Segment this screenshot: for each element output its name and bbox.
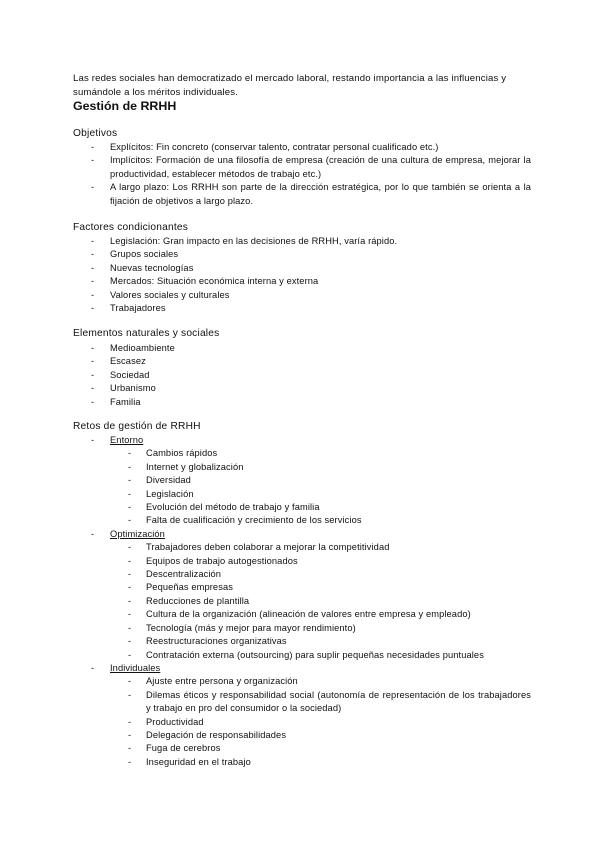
section-heading-factores: Factores condicionantes — [73, 222, 189, 233]
intro-paragraph: Las redes sociales han democratizado el mercado laboral, restando importancia a las influencias y sumándole a los méritos individuales. — [73, 73, 507, 98]
retos-group-entorno — [73, 434, 531, 528]
section-heading-elementos: Elementos naturales y sociales — [73, 328, 220, 339]
list-item: - Legislación: Gran impacto en las decisiones de RRHH, varía rápido. — [73, 235, 531, 248]
list-optimizacion — [110, 541, 531, 662]
list-item: - Falta de cualificación y crecimiento de los servicios — [110, 514, 531, 527]
list-item: - Cultura de la organización (alineación de valores entre empresa y empleado) — [110, 608, 531, 621]
list-item: - Explícitos: Fin concreto (conservar talento, contratar personal cualificado etc.) — [73, 141, 531, 154]
list-item: - Contratación externa (outsourcing) para suplir pequeñas necesidades puntuales — [110, 649, 531, 662]
list-item: - Trabajadores deben colaborar a mejorar la competitividad — [110, 541, 531, 554]
list-item: - Internet y globalización — [110, 461, 531, 474]
list-factores — [73, 235, 531, 315]
list-item: - Pequeñas empresas — [110, 581, 531, 594]
page-title: Gestión de RRHH — [73, 99, 177, 113]
list-item: - Urbanismo — [73, 382, 531, 395]
list-item: - Trabajadores — [73, 302, 531, 315]
list-item: - Tecnología (más y mejor para mayor rendimiento) — [110, 622, 531, 635]
list-item: - Familia — [73, 396, 531, 409]
list-item: - Sociedad — [73, 369, 531, 382]
list-item: - Diversidad — [110, 474, 531, 487]
list-item: - Ajuste entre persona y organización — [110, 675, 531, 688]
section-heading-retos: Retos de gestión de RRHH — [73, 421, 201, 432]
list-item: - Dilemas éticos y responsabilidad social (autonomía de representación de los trabajadores y trabajo en pro del consumidor o la sociedad) — [110, 689, 531, 716]
list-objetivos — [73, 141, 531, 208]
list-item: - Productividad — [110, 716, 531, 729]
list-item: - Fuga de cerebros — [110, 742, 531, 755]
group-label-optimizacion: Optimización — [110, 528, 165, 539]
list-item: - Escasez — [73, 355, 531, 368]
list-item: - Delegación de responsabilidades — [110, 729, 531, 742]
list-item: - Grupos sociales — [73, 248, 531, 261]
list-individuales — [110, 675, 531, 769]
list-item: - Inseguridad en el trabajo — [110, 756, 531, 769]
list-item: - Cambios rápidos — [110, 447, 531, 460]
list-item: - A largo plazo: Los RRHH son parte de la dirección estratégica, por lo que también se orienta a la fijación de objetivos a largo plazo. — [73, 181, 531, 208]
list-entorno — [110, 447, 531, 527]
retos-group-optimizacion — [73, 528, 531, 662]
list-item: - Mercados: Situación económica interna y externa — [73, 275, 531, 288]
list-item: - Reducciones de plantilla — [110, 595, 531, 608]
list-item: - Legislación — [110, 488, 531, 501]
list-item: - Valores sociales y culturales — [73, 289, 531, 302]
list-item: - Reestructuraciones organizativas — [110, 635, 531, 648]
list-item: - Implícitos: Formación de una filosofía de empresa (creación de una cultura de empresa, mejorar la productividad, establecer métodos de trabajo etc.) — [73, 154, 531, 181]
list-item: - Evolución del método de trabajo y familia — [110, 501, 531, 514]
list-elementos — [73, 342, 531, 409]
retos-group-individuales — [73, 662, 531, 769]
section-heading-objetivos: Objetivos — [73, 128, 118, 139]
list-item: - Medioambiente — [73, 342, 531, 355]
list-item: - Descentralización — [110, 568, 531, 581]
group-label-individuales: Individuales — [110, 662, 161, 673]
group-label-entorno: Entorno — [110, 435, 144, 445]
list-retos — [73, 434, 531, 769]
list-item: - Equipos de trabajo autogestionados — [110, 555, 531, 568]
list-item: - Nuevas tecnologías — [73, 262, 531, 275]
